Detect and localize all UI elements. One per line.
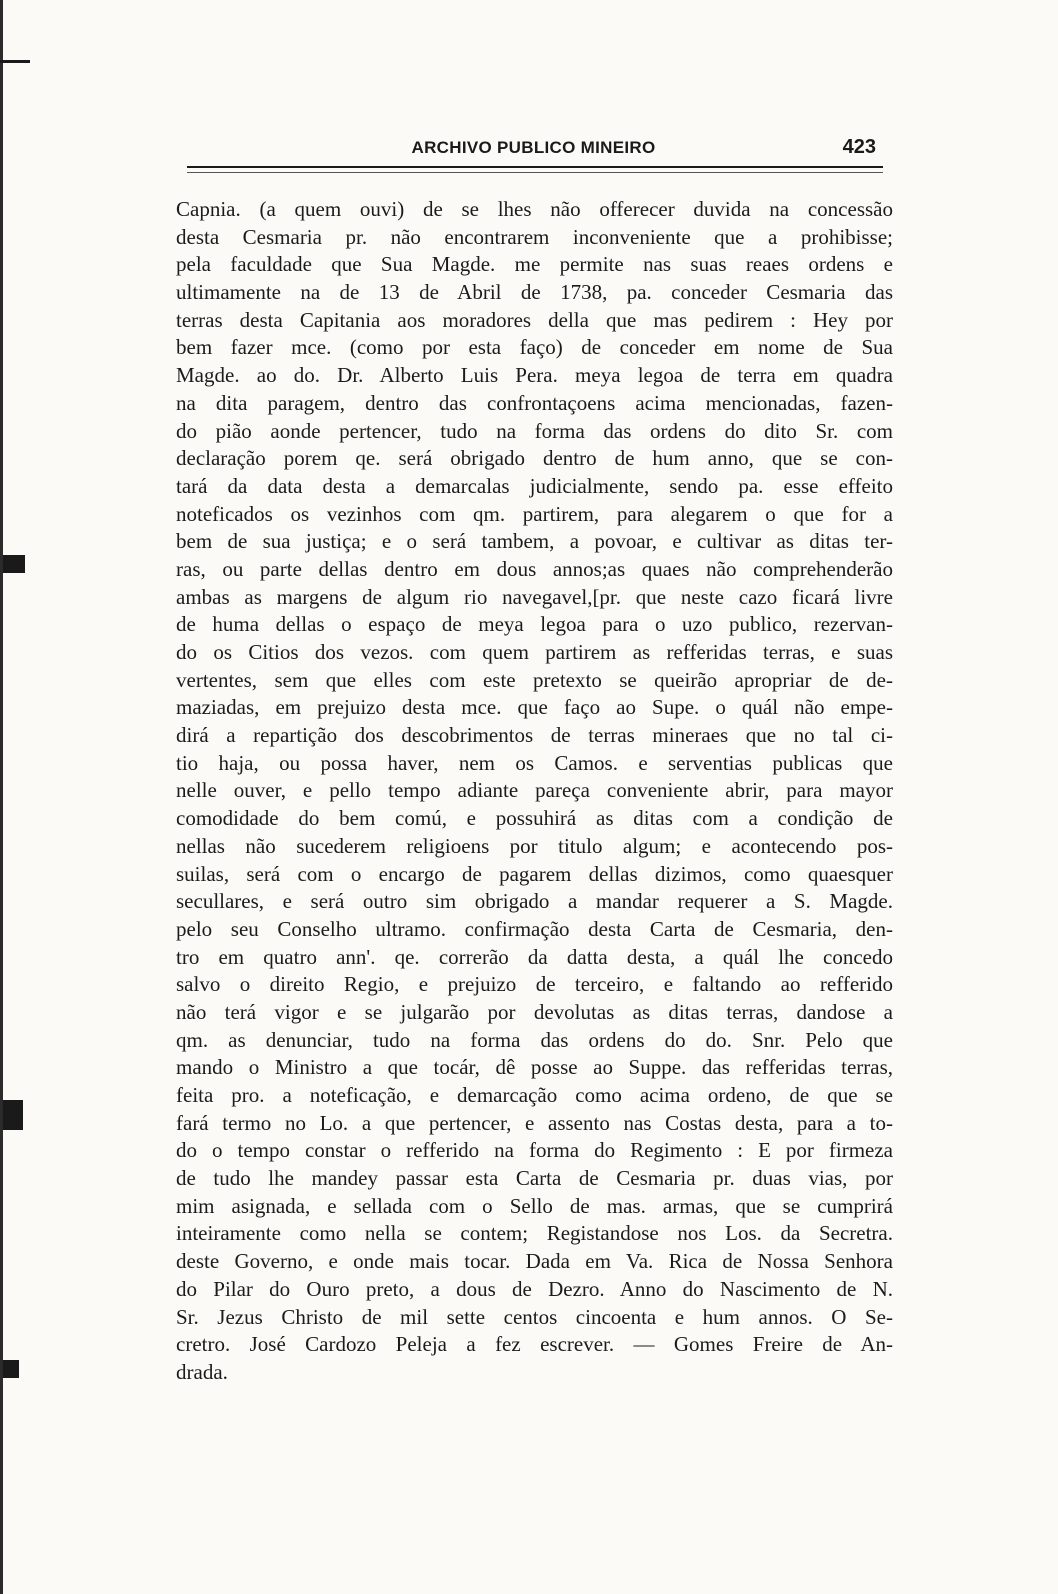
running-header [187, 138, 880, 164]
text-line: pela faculdade que Sua Magde. me permite nas suas reaes ordens e [176, 252, 893, 277]
text-line: ras, ou parte dellas dentro em dous annos;as quaes não comprehenderão [176, 556, 893, 581]
text-line: bem fazer mce. (como por esta faço) de conceder em nome de Sua [176, 335, 893, 360]
text-line: pelo seu Conselho ultramo. confirmação desta Carta de Cesmaria, den- [176, 916, 893, 941]
text-line: tará da data desta a demarcalas judicialmente, sendo pa. esse effeito [176, 473, 893, 498]
text-line: nellas não sucederem religioens por titulo algum; e acontecendo pos- [176, 833, 893, 858]
text-line: nelle ouver, e pello tempo adiante pareça conveniente abrir, para mayor [176, 778, 893, 803]
text-line: declaração porem qe. será obrigado dentro de hum anno, que se con- [176, 446, 893, 471]
text-line: do Pilar do Ouro preto, a dous de Dezro. Anno do Nascimento de N. [176, 1276, 893, 1301]
page-edge-line [0, 0, 3, 1594]
text-line: ambas as margens de algum rio navegavel,[pr. que neste cazo ficará livre [176, 584, 893, 609]
edge-mark [3, 555, 25, 573]
text-line: dirá a repartição dos descobrimentos de terras mineraes que no tal ci- [176, 723, 893, 748]
text-line: feita pro. a noteficação, e demarcação como acima ordeno, de que se [176, 1083, 893, 1107]
text-line: ultimamente na de 13 de Abril de 1738, pa. conceder Cesmaria das [176, 280, 893, 305]
edge-mark [3, 1360, 19, 1378]
text-line: cretro. José Cardozo Peleja a fez escrever. — Gomes Freire de An- [176, 1332, 893, 1357]
text-line: comodidade do bem comú, e possuhirá as ditas com a condição de [176, 806, 893, 831]
edge-mark [3, 1100, 23, 1130]
text-line: Capnia. (a quem ouvi) de se lhes não offerecer duvida na concessão [176, 197, 893, 221]
text-line: inteiramente como nella se contem; Registandose nos Los. da Secretra. [176, 1221, 893, 1246]
text-line: tio haja, ou possa haver, nem os Camos. e serventias publicas que [176, 750, 893, 775]
text-line: na dita paragem, dentro das confrontaçoens acima mencionadas, fazen- [176, 390, 893, 415]
text-line: secullares, e será outro sim obrigado a mandar requerer a S. Magde. [176, 889, 893, 914]
text-line: tro em quatro ann'. qe. correrão da datta desta, a quál lhe concedo [176, 944, 893, 969]
body-text [176, 196, 893, 1387]
text-line: suilas, será com o encargo de pagarem dellas dizimos, como quaesquer [176, 861, 893, 886]
text-line: salvo o direito Regio, e prejuizo de terceiro, e faltando ao refferido [176, 972, 893, 997]
text-line: Magde. ao do. Dr. Alberto Luis Pera. meya legoa de terra em quadra [176, 363, 893, 388]
text-line: mando o Ministro a que tocár, dê posse ao Suppe. das refferidas terras, [176, 1055, 893, 1080]
text-line: vertentes, sem que elles com este pretexto se queirão apropriar de de- [176, 667, 893, 692]
text-line: maziadas, em prejuizo desta mce. que faço ao Supe. o quál não empe- [176, 695, 893, 720]
text-line: Sr. Jezus Christo de mil sette centos cincoenta e hum annos. O Se- [176, 1304, 893, 1329]
header-rule [187, 166, 883, 173]
text-line: do pião aonde pertencer, tudo na forma das ordens do dito Sr. com [176, 418, 893, 443]
text-line: não terá vigor e se julgarão por devolutas as ditas terras, dandose a [176, 999, 893, 1024]
text-line: de tudo lhe mandey passar esta Carta de Cesmaria pr. duas vias, por [176, 1166, 893, 1191]
text-line: desta Cesmaria pr. não encontrarem inconveniente que a prohibisse; [176, 224, 893, 249]
text-line: noteficados os vezinhos com qm. partirem, para alegarem o que for a [176, 501, 893, 526]
text-line: qm. as denunciar, tudo na forma das ordens do do. Snr. Pelo que [176, 1027, 893, 1052]
text-line: bem de sua justiça; e o será tambem, a povoar, e cultivar as ditas ter- [176, 529, 893, 554]
text-line: mim asignada, e sellada com o Sello de mas. armas, que se cumprirá [176, 1193, 893, 1218]
text-line: drada. [176, 1359, 228, 1384]
text-line: de huma dellas o espaço de meya legoa para o uzo publico, rezervan- [176, 612, 893, 637]
text-line: do os Citios dos vezos. com quem partirem as refferidas terras, e suas [176, 640, 893, 664]
text-line: terras desta Capitania aos moradores della que mas pedirem : Hey por [176, 307, 893, 332]
running-header-title: ARCHIVO PUBLICO MINEIRO [411, 138, 656, 157]
text-line: deste Governo, e onde mais tocar. Dada em Va. Rica de Nossa Senhora [176, 1249, 893, 1274]
edge-mark [0, 60, 30, 63]
page-number: 423 [842, 136, 876, 158]
text-line: fará termo no Lo. a que pertencer, e assento nas Costas desta, para a to- [176, 1110, 893, 1135]
text-line: do o tempo constar o refferido na forma do Regimento : E por firmeza [176, 1138, 893, 1163]
